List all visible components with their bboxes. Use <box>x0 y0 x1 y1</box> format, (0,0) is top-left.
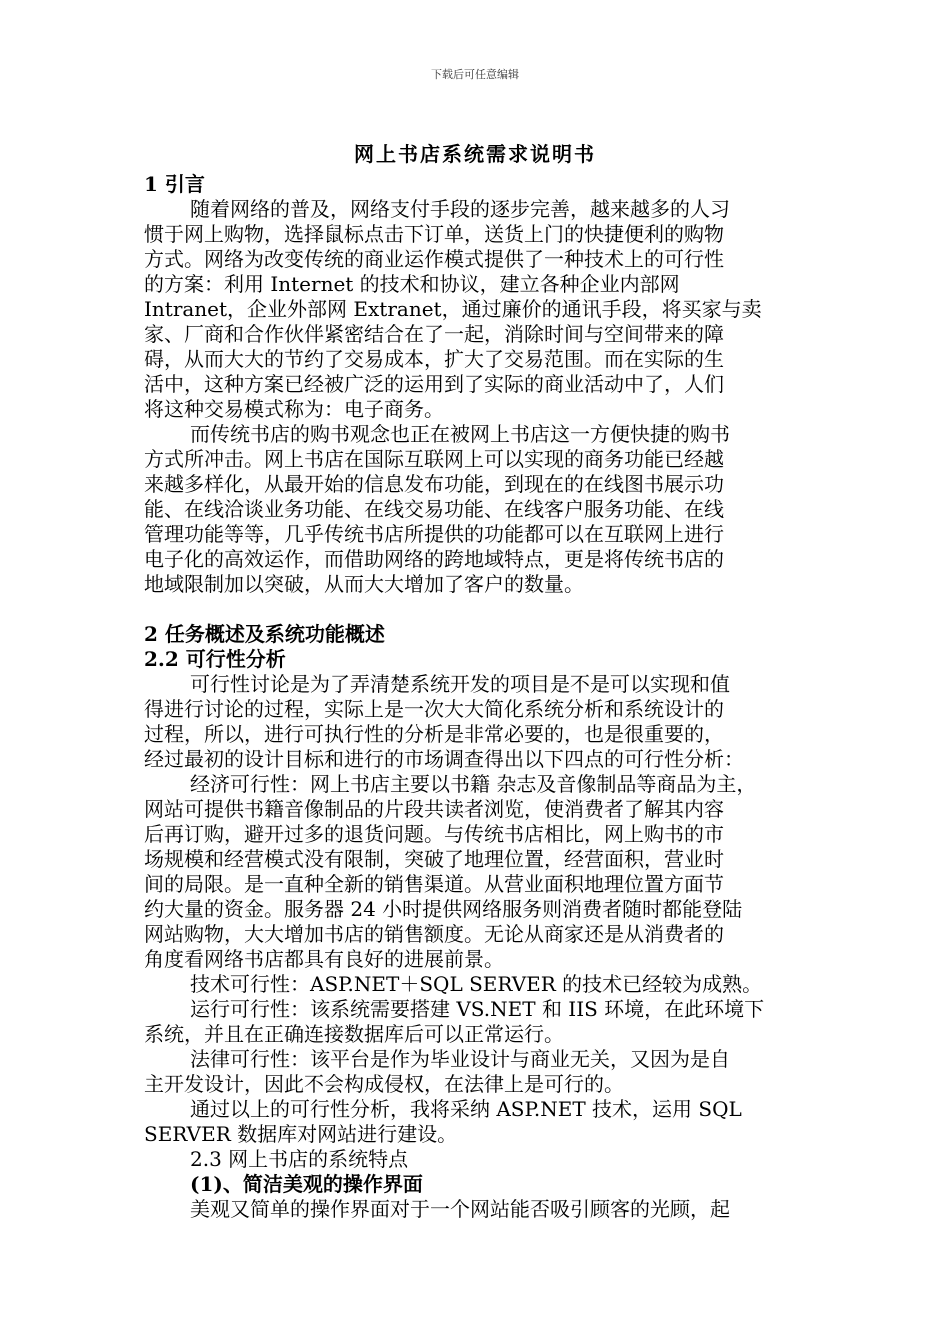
text-line: Intranet，企业外部网 Extranet，通过廉价的通讯手段，将买家与卖 <box>144 297 762 321</box>
text-line: 运行可行性：该系统需要搭建 VS.NET 和 IIS 环境，在此环境下 <box>190 997 765 1021</box>
text-line: 经济可行性：网上书店主要以书籍 杂志及音像制品等商品为主， <box>190 772 757 796</box>
document-title: 网上书店系统需求说明书 <box>354 142 596 166</box>
text-line: 得进行讨论的过程，实际上是一次大大简化系统分析和系统设计的 <box>144 697 724 721</box>
text-line: 管理功能等等，几乎传统书店所提供的功能都可以在互联网上进行 <box>144 522 724 546</box>
text-line: 能、在线洽谈业务功能、在线交易功能、在线客户服务功能、在线 <box>144 497 724 521</box>
text-line: 2.2 可行性分析 <box>144 647 286 671</box>
text-line: 间的局限。是一直种全新的销售渠道。从营业面积地理位置方面节 <box>144 872 724 896</box>
text-line: 约大量的资金。服务器 24 小时提供网络服务则消费者随时都能登陆 <box>144 897 743 921</box>
text-line: 过程，所以，进行可执行性的分析是非常必要的，也是很重要的， <box>144 722 724 746</box>
page-header: 下载后可任意编辑 <box>431 68 519 81</box>
text-line: 后再订购，避开过多的退货问题。与传统书店相比，网上购书的市 <box>144 822 724 846</box>
text-line: 美观又简单的操作界面对于一个网站能否吸引顾客的光顾，起 <box>190 1197 730 1221</box>
text-line: 网站可提供书籍音像制品的片段共读者浏览，使消费者了解其内容 <box>144 797 724 821</box>
text-line: 惯于网上购物，选择鼠标点击下订单，送货上门的快捷便利的购物 <box>144 222 724 246</box>
text-line: 碍，从而大大的节约了交易成本，扩大了交易范围。而在实际的生 <box>144 347 724 371</box>
text-line: 法律可行性：该平台是作为毕业设计与商业无关，又因为是自 <box>190 1047 730 1071</box>
text-line: 可行性讨论是为了弄清楚系统开发的项目是不是可以实现和值 <box>190 672 730 696</box>
text-line: (1)、简洁美观的操作界面 <box>190 1172 423 1196</box>
text-line: 而传统书店的购书观念也正在被网上书店这一方便快捷的购书 <box>190 422 730 446</box>
text-line: SERVER 数据库对网站进行建设。 <box>144 1122 458 1146</box>
text-line: 电子化的高效运作，而借助网络的跨地域特点，更是将传统书店的 <box>144 547 724 571</box>
text-line: 经过最初的设计目标和进行的市场调查得出以下四点的可行性分析： <box>144 747 744 771</box>
text-line: 1 引言 <box>144 172 205 196</box>
text-line: 方式所冲击。网上书店在国际互联网上可以实现的商务功能已经越 <box>144 447 724 471</box>
text-line: 家、厂商和合作伙伴紧密结合在了一起，消除时间与空间带来的障 <box>144 322 724 346</box>
text-line: 地域限制加以突破，从而大大增加了客户的数量。 <box>144 572 584 596</box>
text-line: 方式。网络为改变传统的商业运作模式提供了一种技术上的可行性 <box>144 247 724 271</box>
text-line: 通过以上的可行性分析，我将采纳 ASP.NET 技术，运用 SQL <box>190 1097 742 1121</box>
text-line: 技术可行性：ASP.NET＋SQL SERVER 的技术已经较为成熟。 <box>190 972 763 996</box>
blank-line <box>144 597 806 622</box>
text-line: 活中，这种方案已经被广泛的运用到了实际的商业活动中了，人们 <box>144 372 724 396</box>
text-line: 场规模和经营模式没有限制，突破了地理位置，经营面积，营业时 <box>144 847 724 871</box>
text-line: 系统，并且在正确连接数据库后可以正常运行。 <box>144 1022 564 1046</box>
text-line: 来越多样化，从最开始的信息发布功能，到现在的在线图书展示功 <box>144 472 724 496</box>
text-line: 网站购物，大大增加书店的销售额度。无论从商家还是从消费者的 <box>144 922 724 946</box>
text-line: 随着网络的普及，网络支付手段的逐步完善，越来越多的人习 <box>190 197 730 221</box>
text-line: 主开发设计，因此不会构成侵权，在法律上是可行的。 <box>144 1072 624 1096</box>
text-line: 2.3 网上书店的系统特点 <box>190 1147 409 1171</box>
document-body <box>144 172 806 1222</box>
text-line: 角度看网络书店都具有良好的进展前景。 <box>144 947 504 971</box>
text-line: 的方案：利用 Internet 的技术和协议，建立各种企业内部网 <box>144 272 680 296</box>
text-line: 将这种交易模式称为：电子商务。 <box>144 397 444 421</box>
text-line: 2 任务概述及系统功能概述 <box>144 622 385 646</box>
